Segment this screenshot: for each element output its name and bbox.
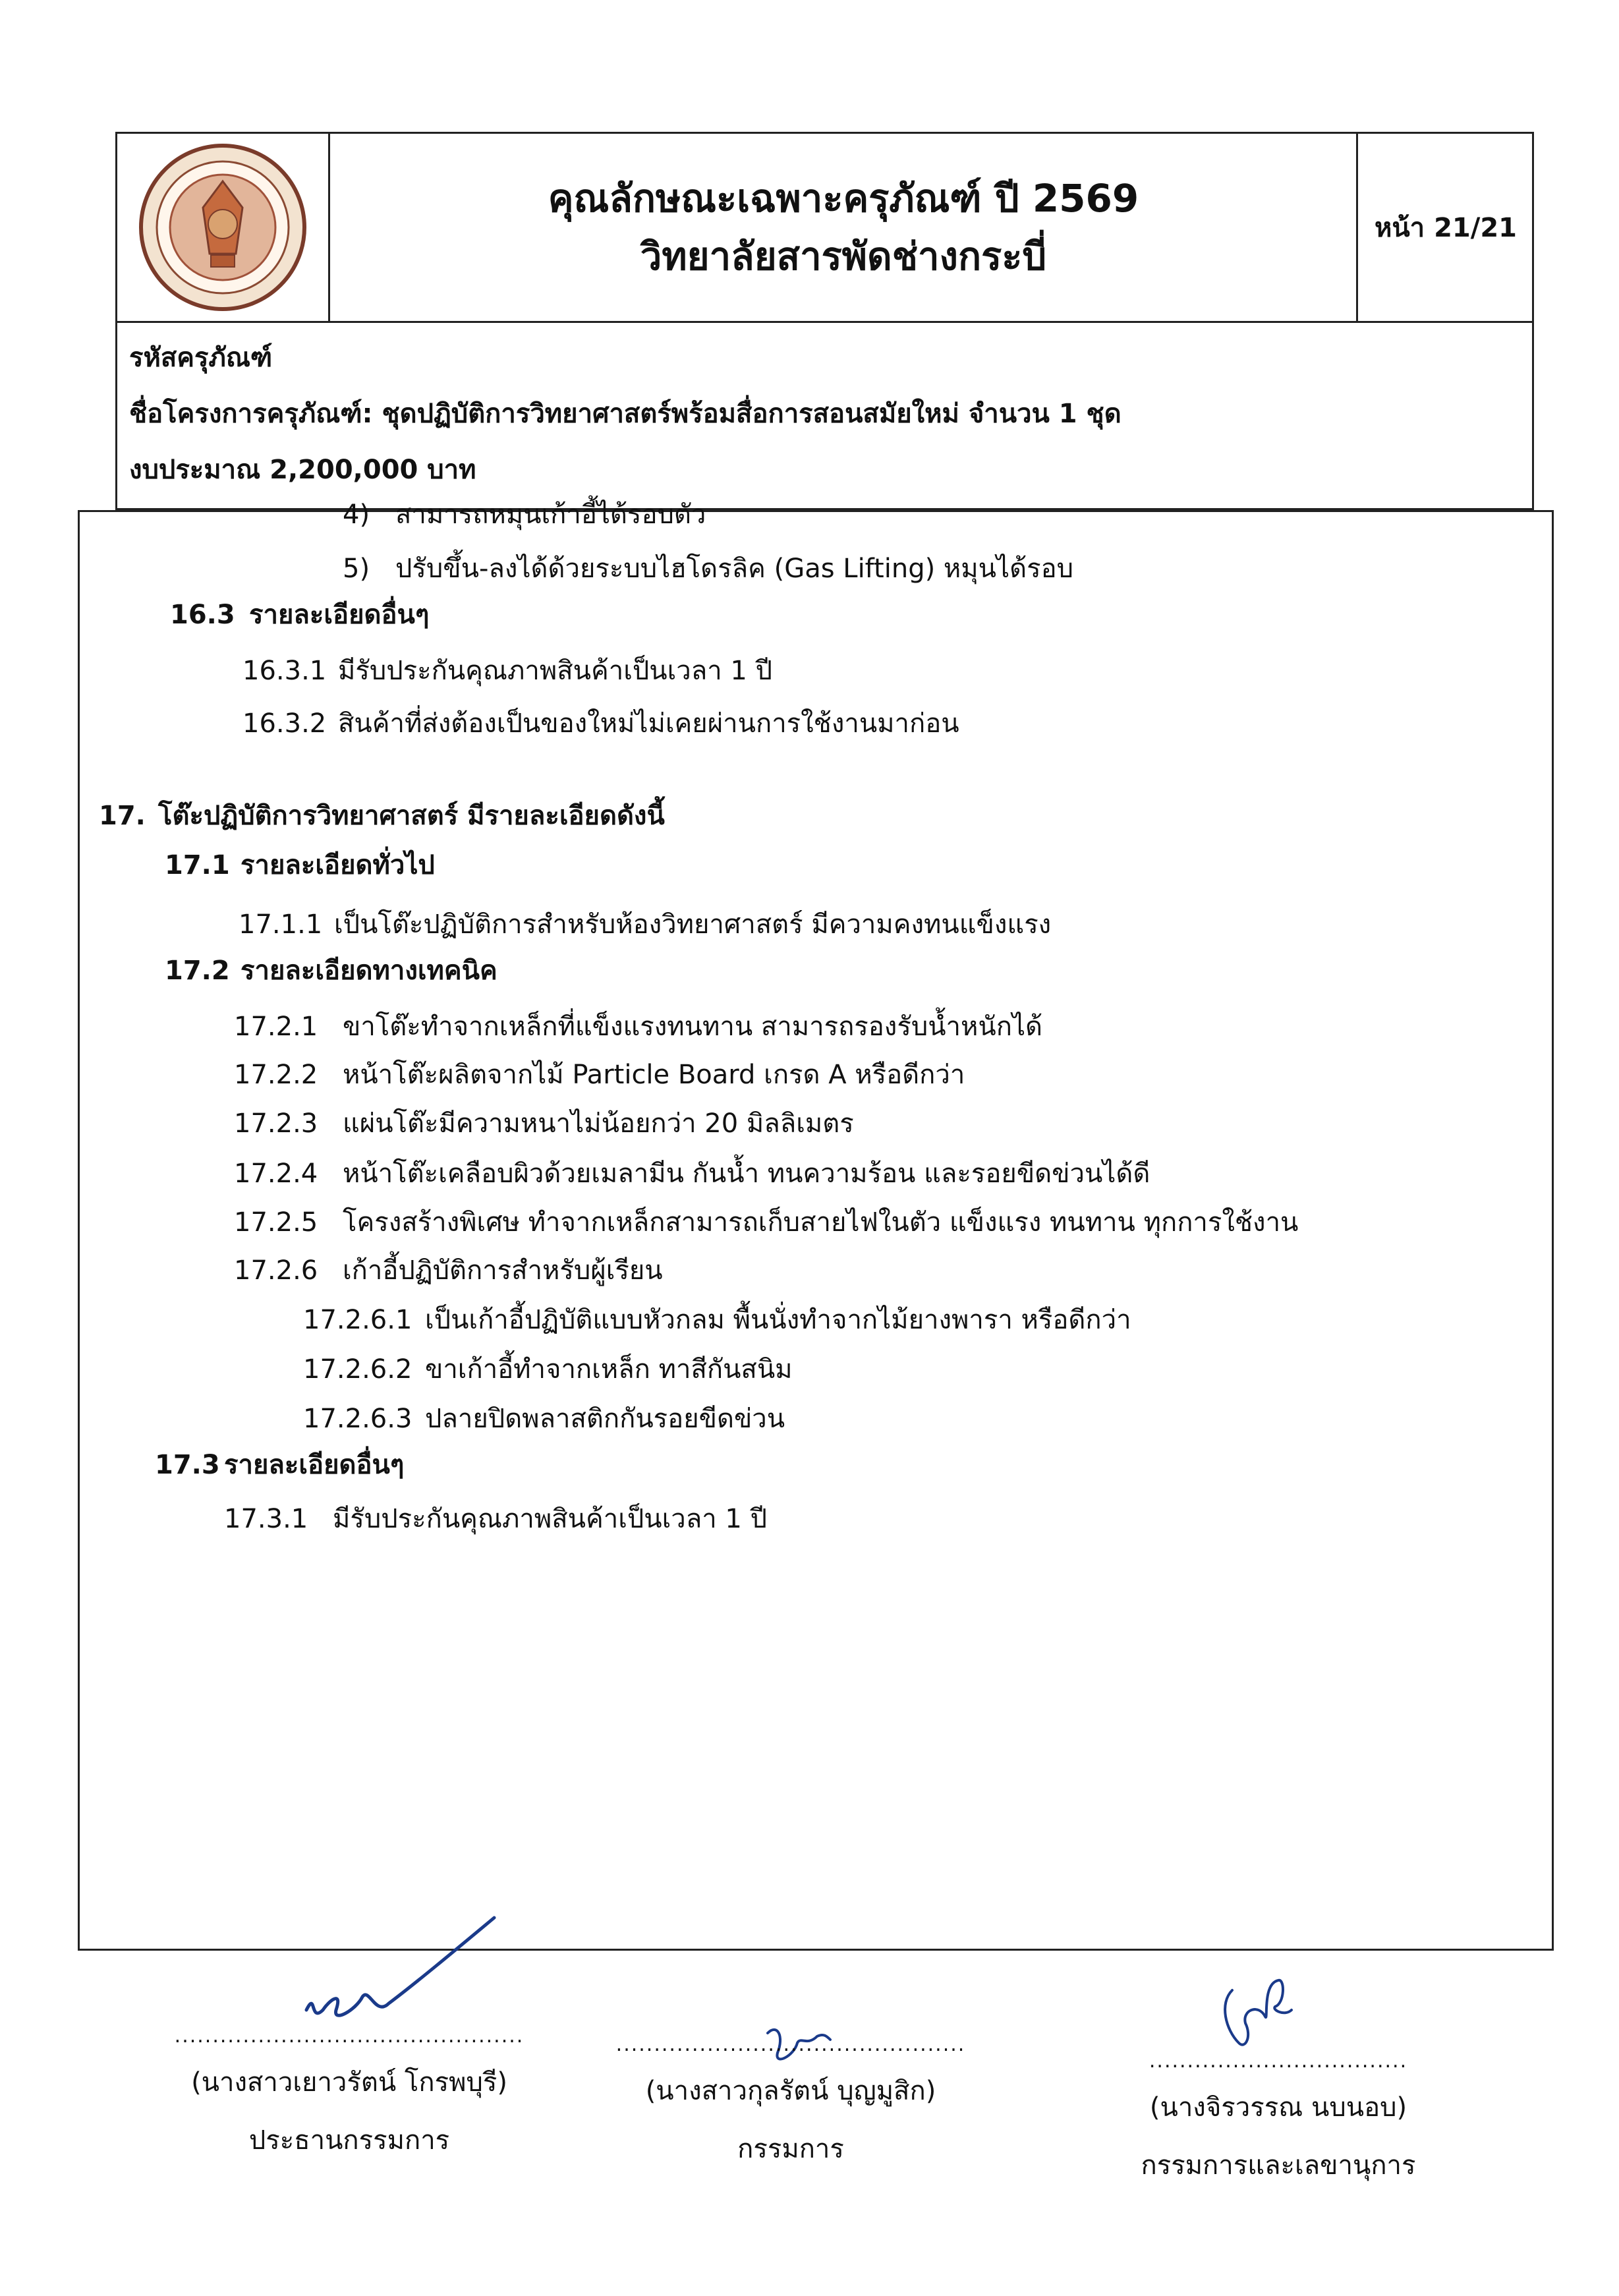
signer-role: กรรมการ xyxy=(737,2134,844,2164)
signer-name: (นางสาวกุลรัตน์ บุญมูสิก) xyxy=(645,2076,936,2106)
list-item: 17.2.6.2 ขาเก้าอี้ทำจากเหล็ก ทาสีกันสนิม xyxy=(303,1354,793,1385)
list-item: 4) สามารถหมุนเก้าอี้ได้รอบตัว xyxy=(343,500,706,530)
signature-line: .............................................. xyxy=(615,2033,966,2056)
list-item: 17.1.1 เป็นโต๊ะปฏิบัติการสำหรับห้องวิทยาศาสตร์ มีความคงทนแข็งแรง xyxy=(239,909,1052,940)
signature-mark-3 xyxy=(1206,1970,1305,2063)
list-item: 17.2.5 โครงสร้างพิเศษ ทำจากเหล็กสามารถเก็บสายไฟในตัว แข็งแรง ทนทาน ทุกการใช้งาน xyxy=(234,1207,1299,1238)
list-item: 17.2.2 หน้าโต๊ะผลิตจากไม้ Particle Board เกรด A หรือดีกว่า xyxy=(234,1060,965,1090)
list-item: 17.2.1 ขาโต๊ะทำจากเหล็กที่แข็งแรงทนทาน สามารถรองรับน้ำหนักได้ xyxy=(234,1012,1043,1042)
header-title-cell xyxy=(329,132,1357,323)
section-heading: 17.2 รายละเอียดทางเทคนิค xyxy=(165,956,497,986)
list-item: 5) ปรับขึ้น-ลงได้ด้วยระบบไฮโดรลิค (Gas Lifting) หมุนได้รอบ xyxy=(343,554,1073,584)
institution-name: วิทยาลัยสารพัดช่างกระบี่ xyxy=(640,234,1047,279)
signer-role: ประธานกรรมการ xyxy=(248,2125,450,2156)
budget: งบประมาณ 2,200,000 บาท xyxy=(129,455,476,485)
list-item: 17.2.3 แผ่นโต๊ะมีความหนาไม่น้อยกว่า 20 มิลลิเมตร xyxy=(234,1108,854,1139)
signer-name: (นางสาวเยาวรัตน์ โกรพบุรี) xyxy=(191,2067,507,2098)
asset-code-label: รหัสครุภัณฑ์ xyxy=(129,343,273,373)
signer-name: (นางจิรวรรณ นบนอบ) xyxy=(1149,2092,1407,2123)
list-item: 17.2.6.3 ปลายปิดพลาสติกกันรอยขีดข่วน xyxy=(303,1404,785,1434)
logo-cell xyxy=(115,132,329,323)
document-title: คุณลักษณะเฉพาะครุภัณฑ์ ปี 2569 xyxy=(548,176,1139,221)
section-heading: 17.3 รายละเอียดอื่นๆ xyxy=(155,1450,405,1480)
project-name: ชื่อโครงการครุภัณฑ์: ชุดปฏิบัติการวิทยาศาสตร์พร้อมสื่อการสอนสมัยใหม่ จำนวน 1 ชุด xyxy=(129,399,1122,429)
list-item: 17.2.6.1 เป็นเก้าอี้ปฏิบัติแบบหัวกลม พื้นนั่งทำจากไม้ยางพารา หรือดีกว่า xyxy=(303,1305,1131,1335)
list-item: 17.3.1 มีรับประกันคุณภาพสินค้าเป็นเวลา 1 ปี xyxy=(224,1504,767,1534)
signer-role: กรรมการและเลขานุการ xyxy=(1141,2150,1416,2181)
project-info-box xyxy=(115,321,1534,510)
section-heading: 17. โต๊ะปฏิบัติการวิทยาศาสตร์ มีรายละเอียดดังนี้ xyxy=(99,801,665,831)
section-heading: 17.1 รายละเอียดทั่วไป xyxy=(165,850,435,880)
section-heading: 16.3 รายละเอียดอื่นๆ xyxy=(170,600,430,630)
list-item: 17.2.6 เก้าอี้ปฏิบัติการสำหรับผู้เรียน xyxy=(234,1255,663,1286)
list-item: 17.2.4 หน้าโต๊ะเคลือบผิวด้วยเมลามีน กันน้ำ ทนความร้อน และรอยขีดข่วนได้ดี xyxy=(234,1159,1150,1189)
signature-line: .............................................. xyxy=(174,2024,525,2048)
signature-line: .................................. xyxy=(1149,2050,1408,2073)
list-item: 16.3.2 สินค้าที่ส่งต้องเป็นของใหม่ไม่เคยผ่านการใช้งานมาก่อน xyxy=(242,708,959,739)
page-number: หน้า 21/21 xyxy=(1374,213,1518,243)
signature-block-member xyxy=(606,2033,975,2169)
vocational-education-seal-logo xyxy=(137,142,308,313)
list-item: 16.3.1 มีรับประกันคุณภาพสินค้าเป็นเวลา 1 ปี xyxy=(242,656,772,686)
signature-block-chair xyxy=(165,2024,534,2161)
signature-block-secretary xyxy=(1094,2050,1463,2186)
